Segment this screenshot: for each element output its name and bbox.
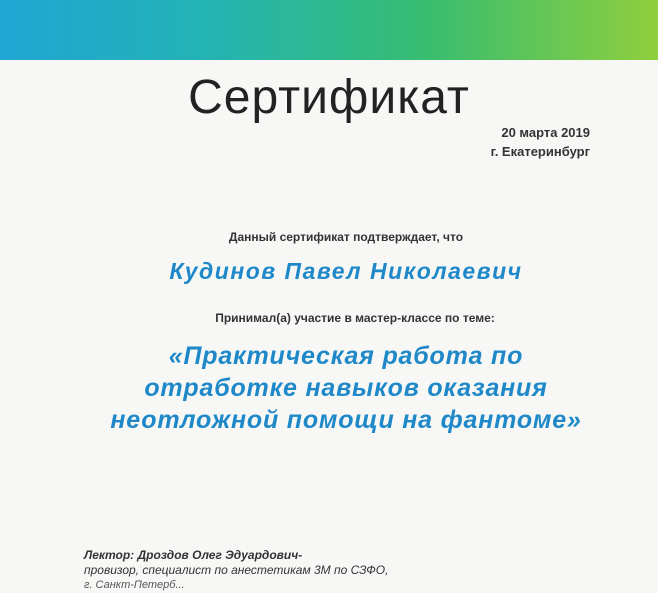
topic-line: отработке навыков оказания [144,374,548,402]
lecturer-position: провизор, специалист по анестетикам 3М по СЗФО, [84,563,389,577]
lecturer-city: г. Санкт-Петерб... [84,579,185,591]
participation-text: Принимал(а) участие в мастер-классе по теме: [215,311,495,325]
certificate-city: г. Екатеринбург [490,144,590,159]
masterclass-topic [0,340,658,436]
certificate-title: Сертификат [188,71,470,124]
date-location-block [491,123,590,161]
lecturer-block [84,548,388,593]
top-gradient-bar [0,0,658,60]
certificate-date: 20 марта 2019 [501,125,590,140]
topic-line: «Практическая работа по [168,342,524,370]
recipient-name: Кудинов Павел Николаевич [169,258,523,284]
lecturer-name: Лектор: Дроздов Олег Эдуардович- [84,548,303,562]
topic-line: неотложной помощи на фантоме» [110,406,582,434]
confirm-text: Данный сертификат подтверждает, что [228,230,464,244]
